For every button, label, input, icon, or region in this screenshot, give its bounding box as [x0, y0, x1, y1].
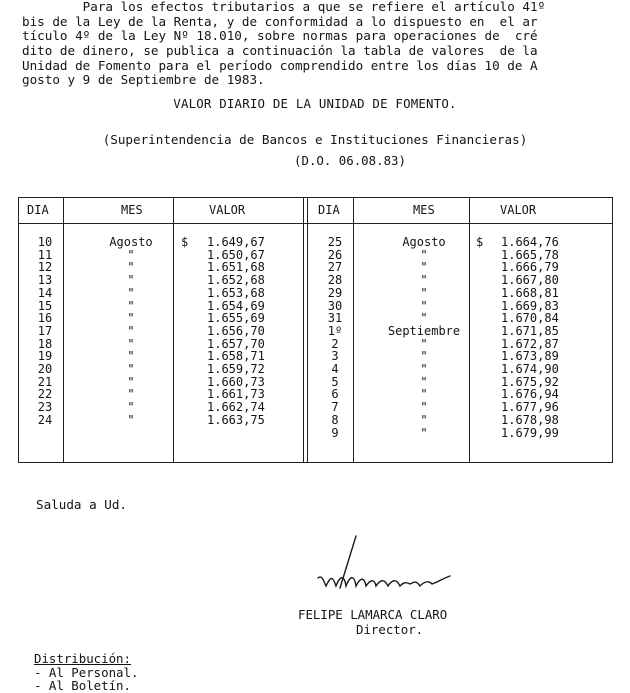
intro-line: bis de la Ley de la Renta, y de conformidad a lo dispuesto en el ar — [22, 13, 538, 29]
cell-mes: " — [127, 323, 135, 338]
cell-dia: 19 — [37, 349, 53, 364]
cell-mes: " — [127, 273, 135, 288]
cell-valor: 1.659,72 — [207, 362, 265, 376]
cell-valor: 1.679,99 — [501, 425, 559, 440]
cell-valor: 1.673,89 — [501, 349, 559, 364]
cell-dia: 27 — [327, 260, 343, 275]
cell-dia: 18 — [37, 336, 53, 351]
cell-dia: 15 — [37, 298, 53, 313]
cell-valor: 1.677,96 — [501, 400, 559, 415]
cell-dia: 23 — [37, 400, 53, 415]
cell-mes: " — [127, 374, 135, 389]
cell-dia: 9 — [331, 425, 339, 440]
cell-valor: 1.675,92 — [501, 374, 559, 389]
distribution-item: - Al Personal. — [34, 664, 139, 680]
cell-mes: " — [127, 387, 135, 402]
cell-dia: 25 — [327, 235, 343, 249]
cell-valor: 1.670,84 — [501, 311, 559, 326]
signature-mark — [310, 530, 470, 600]
cell-mes: " — [420, 387, 428, 402]
cell-mes: " — [127, 400, 135, 415]
cell-valor: 1.676,94 — [501, 387, 559, 402]
cell-valor: 1.654,69 — [207, 298, 265, 313]
cell-mes: " — [127, 362, 135, 376]
cell-valor: 1.655,69 — [207, 311, 265, 326]
cell-valor: 1.671,85 — [501, 323, 559, 338]
cell-valor: 1.661,73 — [207, 387, 265, 402]
cell-dia: 30 — [327, 298, 343, 313]
column-divider — [353, 198, 354, 462]
values-table — [18, 197, 613, 463]
cell-mes: " — [420, 374, 428, 389]
cell-dia: 14 — [37, 285, 53, 300]
source-date: (D.O. 06.08.83) — [294, 153, 406, 168]
cell-mes: Septiembre — [387, 323, 461, 338]
distribution-item: - Al Boletín. — [34, 678, 131, 693]
cell-dia: 11 — [37, 247, 53, 262]
cell-mes: " — [420, 311, 428, 326]
cell-dia: 31 — [327, 311, 343, 326]
cell-mes: " — [127, 247, 135, 262]
cell-mes: " — [420, 425, 428, 440]
cell-dia: 13 — [37, 273, 53, 288]
cell-dia: 20 — [37, 362, 53, 376]
intro-line: tículo 4º de la Ley Nº 18.010, sobre normas para operaciones de cré — [22, 28, 538, 44]
cell-dia: 12 — [37, 260, 53, 275]
cell-valor: 1.667,80 — [501, 273, 559, 288]
cell-dia: 5 — [331, 374, 339, 389]
intro-line: Unidad de Fomento para el período comprendido entre los días 10 de A — [22, 57, 538, 73]
cell-mes: " — [127, 311, 135, 326]
cell-valor: 1.668,81 — [501, 285, 559, 300]
cell-currency: $ — [181, 235, 189, 249]
cell-mes: " — [420, 400, 428, 415]
header-mes-left: MES — [121, 203, 143, 217]
cell-dia: 16 — [37, 311, 53, 326]
cell-valor: 1.658,71 — [207, 349, 265, 364]
cell-valor: 1.653,68 — [207, 285, 265, 300]
cell-valor: 1.649,67 — [207, 235, 265, 249]
cell-mes: " — [420, 285, 428, 300]
signatory-title: Director. — [356, 622, 424, 637]
cell-dia: 7 — [331, 400, 339, 415]
source-line: (Superintendencia de Bancos e Instituciones Financieras) — [102, 132, 528, 147]
cell-mes: " — [420, 336, 428, 351]
column-divider — [307, 198, 308, 462]
header-mes-right: MES — [413, 203, 435, 217]
cell-mes: " — [420, 298, 428, 313]
cell-valor: 1.664,76 — [501, 235, 559, 249]
cell-dia: 8 — [331, 412, 339, 427]
cell-dia: 24 — [37, 412, 53, 427]
intro-line: Para los efectos tributarios a que se refiere el artículo 41º — [22, 0, 546, 14]
column-divider — [63, 198, 64, 462]
cell-valor: 1.660,73 — [207, 374, 265, 389]
cell-valor: 1.678,98 — [501, 412, 559, 427]
table-title: VALOR DIARIO DE LA UNIDAD DE FOMENTO. — [173, 96, 457, 111]
column-divider — [173, 198, 174, 462]
cell-mes: " — [127, 298, 135, 313]
header-dia-left: DIA — [27, 203, 49, 217]
header-divider — [19, 223, 612, 224]
intro-paragraph — [22, 0, 622, 88]
cell-mes: " — [420, 260, 428, 275]
cell-valor: 1.656,70 — [207, 323, 265, 338]
cell-dia: 1º — [327, 323, 343, 338]
cell-valor: 1.669,83 — [501, 298, 559, 313]
column-divider — [303, 198, 304, 462]
cell-mes: Agosto — [402, 235, 446, 249]
cell-dia: 6 — [331, 387, 339, 402]
cell-dia: 10 — [37, 235, 53, 249]
cell-valor: 1.674,90 — [501, 362, 559, 376]
cell-valor: 1.666,79 — [501, 260, 559, 275]
cell-dia: 22 — [37, 387, 53, 402]
intro-line: gosto y 9 de Septiembre de 1983. — [22, 72, 265, 88]
cell-mes: " — [127, 285, 135, 300]
cell-mes: " — [420, 273, 428, 288]
cell-valor: 1.651,68 — [207, 260, 265, 275]
cell-valor: 1.657,70 — [207, 336, 265, 351]
cell-currency: $ — [476, 235, 484, 249]
cell-valor: 1.652,68 — [207, 273, 265, 288]
distribution-list — [34, 652, 138, 693]
cell-mes: Agosto — [109, 235, 153, 249]
cell-mes: " — [127, 260, 135, 275]
cell-mes: " — [420, 247, 428, 262]
cell-dia: 28 — [327, 273, 343, 288]
header-valor-left: VALOR — [209, 203, 246, 217]
cell-dia: 3 — [331, 349, 339, 364]
cell-dia: 2 — [331, 336, 339, 351]
cell-dia: 29 — [327, 285, 343, 300]
cell-mes: " — [127, 412, 135, 427]
cell-mes: " — [420, 349, 428, 364]
cell-mes: " — [127, 336, 135, 351]
cell-valor: 1.663,75 — [207, 412, 265, 427]
distribution-heading: Distribución: — [34, 651, 131, 666]
cell-dia: 4 — [331, 362, 339, 376]
cell-valor: 1.665,78 — [501, 247, 559, 262]
signatory-name: FELIPE LAMARCA CLARO — [298, 607, 448, 622]
closing-line: Saluda a Ud. — [36, 497, 127, 512]
header-valor-right: VALOR — [500, 203, 537, 217]
cell-mes: " — [420, 362, 428, 376]
cell-valor: 1.672,87 — [501, 336, 559, 351]
cell-valor: 1.662,74 — [207, 400, 265, 415]
intro-line: dito de dinero, se publica a continuación la tabla de valores de la — [22, 43, 538, 59]
cell-valor: 1.650,67 — [207, 247, 265, 262]
header-dia-right: DIA — [318, 203, 340, 217]
cell-dia: 21 — [37, 374, 53, 389]
cell-mes: " — [420, 412, 428, 427]
cell-dia: 17 — [37, 323, 53, 338]
cell-mes: " — [127, 349, 135, 364]
cell-dia: 26 — [327, 247, 343, 262]
